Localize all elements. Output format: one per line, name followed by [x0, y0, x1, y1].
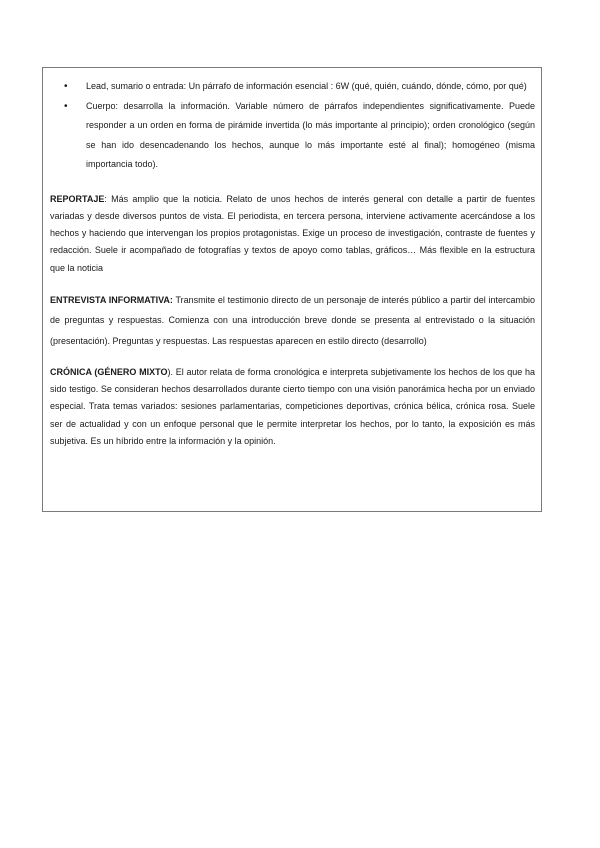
bullet-text-lead: Lead, sumario o entrada: Un párrafo de información esencial : 6W (qué, quién, cuándo, dónde, cómo, por qué)	[86, 81, 527, 91]
list-item	[50, 77, 535, 97]
text-reportaje: : Más amplio que la noticia. Relato de unos hechos de interés general con detalle a partir de fuentes variadas y desde diversos puntos de vista. El periodista, en tercera persona, interviene activamente acercándose a los hechos y haciendo que intervengan los propios protagonistas. Exige un proceso de investigación, contraste de fuentes y redacción. Suele ir acompañado de fotografías y textos de apoyo como tablas, gráficos… Más flexible en la estructura que la noticia	[50, 193, 535, 273]
paragraph-cronica	[50, 364, 535, 450]
list-item	[50, 97, 535, 175]
bullet-icon: •	[64, 100, 68, 112]
content-box	[42, 67, 542, 512]
term-entrevista: ENTREVISTA INFORMATIVA:	[50, 294, 173, 305]
term-reportaje: REPORTAJE	[50, 193, 105, 204]
paragraph-entrevista	[50, 290, 535, 351]
bullet-text-cuerpo: Cuerpo: desarrolla la información. Variable número de párrafos independientes significativamente. Puede responder a un orden en forma de pirámide invertida (lo más importante al principio); orden cronológico (según se han ido desencadenando los hechos, aunque lo más importante esté al final); homogéneo (misma importancia todo).	[86, 100, 535, 169]
text-entrevista: Transmite el testimonio directo de un personaje de interés público a partir del intercambio de preguntas y respuestas. Comienza con una introducción breve donde se presenta al entrevistado o la situación (presentación). Preguntas y respuestas. Las respuestas aparecen en estilo directo (desarrollo)	[50, 294, 535, 346]
paragraph-reportaje	[50, 191, 535, 277]
term-cronica: CRÓNICA (GÉNERO MIXTO	[50, 366, 168, 377]
bullet-icon: •	[64, 81, 68, 92]
text-cronica: ). El autor relata de forma cronológica e interpreta subjetivamente los hechos de los que ha sido testigo. Se consideran hechos desarrollados durante cierto tiempo con una visión panorámica hecha por un enviado especial. Trata temas variados: sesiones parlamentarias, competiciones deportivas, crónica bélica, crónica rosa. Suele ser de actualidad y con un enfoque personal que le permite interpretar los hechos, por lo tanto, la exposición es más subjetiva. Es un híbrido entre la información y la opinión.	[50, 366, 535, 447]
bullet-list	[50, 77, 535, 175]
